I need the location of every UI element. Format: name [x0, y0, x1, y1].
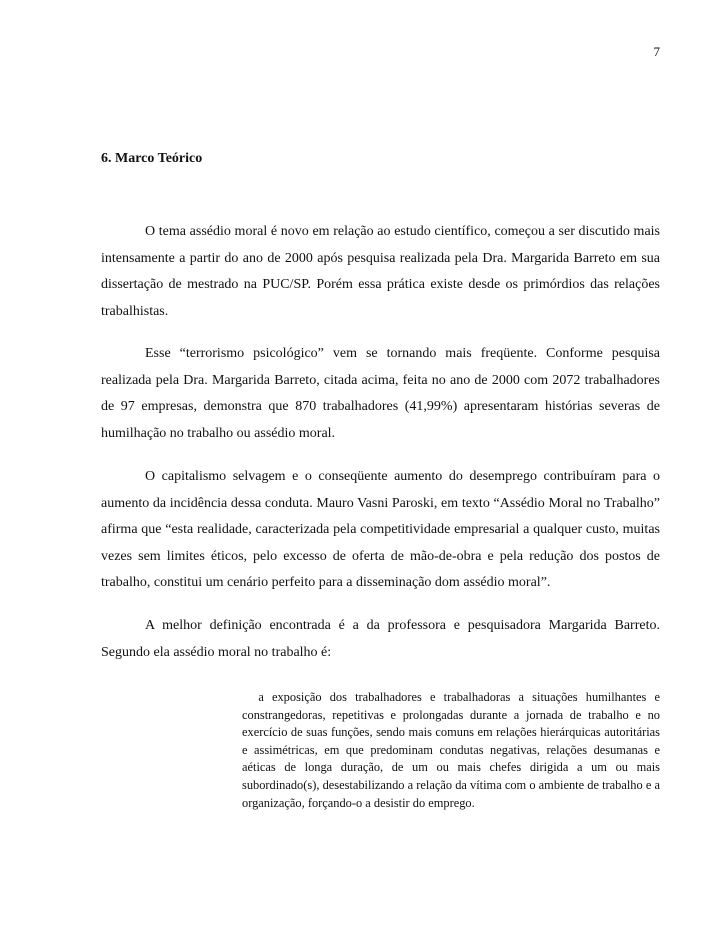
page-number: 7 — [653, 44, 660, 59]
body-paragraph: O capitalismo selvagem e o conseqüente aumento do desemprego contribuíram para o aumento da incidência dessa conduta. Mauro Vasni Paroski, em texto “Assédio Moral no Trabalho” afirma que “esta realidade, caracterizada pela competitividade empresarial a qualquer custo, muitas vezes sem limites éticos, pelo excesso de oferta de mão-de-obra e pela redução dos postos de trabalho, constitui um cenário perfeito para a disseminação dom assédio moral”. — [101, 469, 660, 591]
body-paragraph: A melhor definição encontrada é a da professora e pesquisadora Margarida Barreto. Segundo ela assédio moral no trabalho é: — [101, 618, 660, 660]
body-paragraph: Esse “terrorismo psicológico” vem se tornando mais freqüente. Conforme pesquisa realizada pela Dra. Margarida Barreto, citada acima, feita no ano de 2000 com 2072 trabalhadores de 97 empresas, demonstra que 870 trabalhadores (41,99%) apresentaram histórias severas de humilhação no trabalho ou assédio moral. — [101, 346, 660, 441]
block-quote: a exposição dos trabalhadores e trabalhadoras a situações humilhantes e constrangedoras, repetitivas e prolongadas durante a jornada de trabalho e no exercício de suas funções, sendo mais comuns em relações hierárquicas autoritárias e assimétricas, em que predominam condutas negativas, relações desumanas e aéticas de longa duração, de um ou mais chefes dirigida a um ou mais subordinado(s), desestabilizando a relação da vítima com o ambiente de trabalho e a organização, forçando-o a desistir do emprego. — [242, 690, 664, 810]
body-paragraph: O tema assédio moral é novo em relação ao estudo científico, começou a ser discutido mais intensamente a partir do ano de 2000 após pesquisa realizada pela Dra. Margarida Barreto em sua dissertação de mestrado na PUC/SP. Porém essa prática existe desde os primórdios das relações trabalhistas. — [101, 224, 660, 319]
section-heading: 6. Marco Teórico — [101, 151, 203, 166]
